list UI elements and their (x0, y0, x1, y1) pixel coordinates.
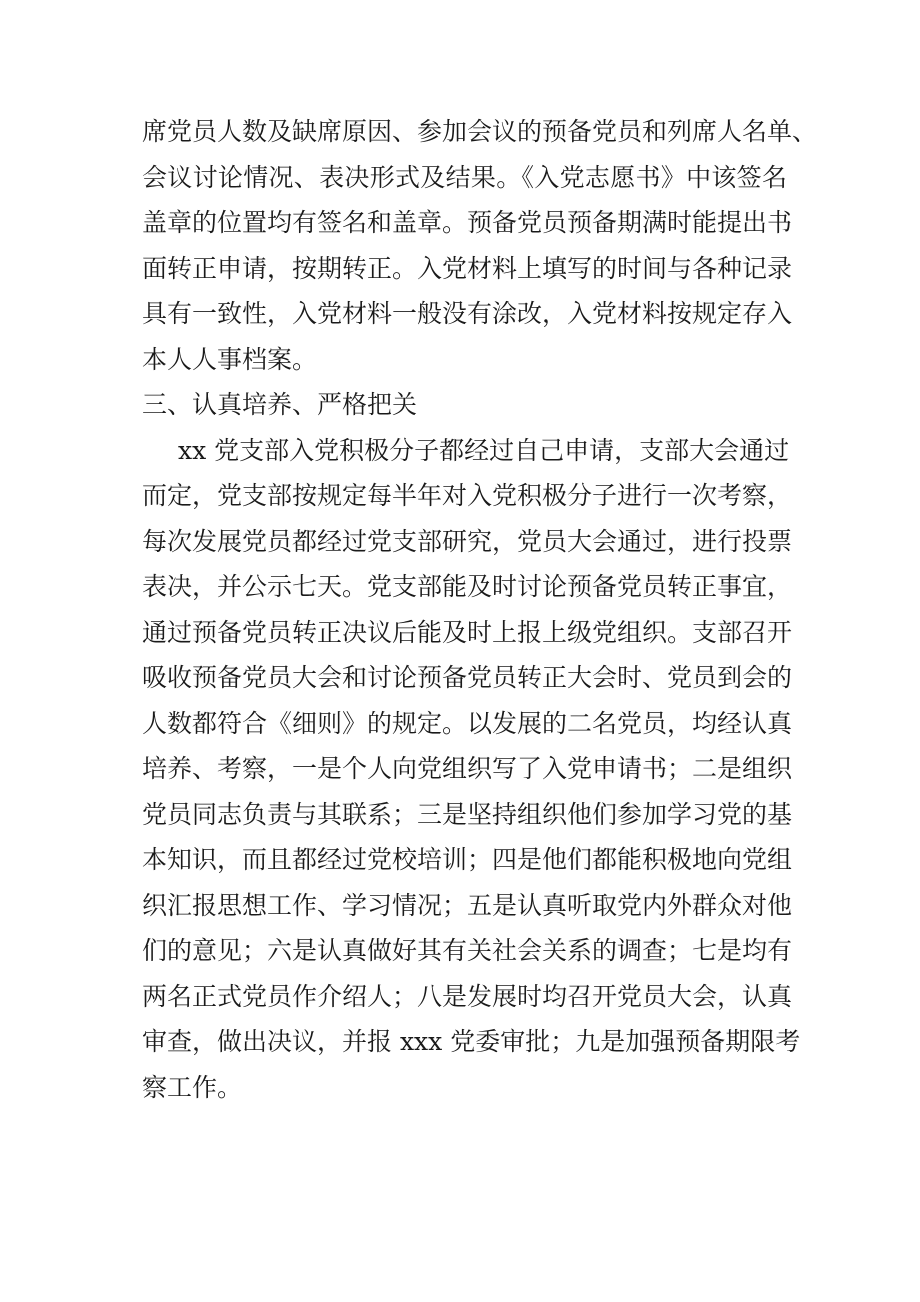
paragraph-1-line: 本人人事档案。 (142, 344, 318, 374)
paragraph-2-line: 本知识，而且都经过党校培训；四是他们都能积极地向党组 (142, 845, 793, 874)
section-heading: 三、认真培养、严格把关 (142, 390, 418, 419)
paragraph-1-line: 盖章的位置均有签名和盖章。预备党员预备期满时能提出书 (142, 208, 793, 237)
paragraph-2-line: 通过预备党员转正决议后能及时上报上级党组织。支部召开 (142, 617, 793, 647)
paragraph-2-line: 审查，做出决议，并报 xxx 党委审批；九是加强预备期限考 (142, 1027, 801, 1056)
paragraph-2-line: 表决，并公示七天。党支部能及时讨论预备党员转正事宜， (142, 572, 793, 601)
document-body (142, 109, 818, 1110)
paragraph-2-line: 培养、考察，一是个人向党组织写了入党申请书；二是组织 (142, 754, 793, 783)
paragraph-2-line: 党员同志负责与其联系；三是坚持组织他们参加学习党的基 (142, 799, 793, 829)
paragraph-1-line: 具有一致性，入党材料一般没有涂改，入党材料按规定存入 (142, 299, 793, 328)
paragraph-2-line: 们的意见；六是认真做好其有关社会关系的调查；七是均有 (142, 936, 793, 965)
paragraph-2-line: xx 党支部入党积极分子都经过自己申请，支部大会通过 (178, 435, 790, 465)
paragraph-1-line: 席党员人数及缺席原因、参加会议的预备党员和列席人名单、 (142, 117, 818, 146)
paragraph-2-line: 吸收预备党员大会和讨论预备党员转正大会时、党员到会的 (142, 663, 793, 692)
paragraph-1-line: 会议讨论情况、表决形式及结果。《入党志愿书》中该签名 (142, 162, 787, 192)
paragraph-2-line: 织汇报思想工作、学习情况；五是认真听取党内外群众对他 (142, 890, 793, 920)
paragraph-2-line: 而定，党支部按规定每半年对入党积极分子进行一次考察， (142, 481, 793, 510)
paragraph-2-line: 人数都符合《细则》的规定。以发展的二名党员，均经认真 (142, 708, 793, 738)
paragraph-1-line: 面转正申请，按期转正。入党材料上填写的时间与各种记录 (142, 253, 793, 283)
paragraph-2-line: 察工作。 (142, 1072, 243, 1102)
paragraph-2-line: 每次发展党员都经过党支部研究，党员大会通过，进行投票 (142, 526, 793, 556)
paragraph-2-line: 两名正式党员作介绍人；八是发展时均召开党员大会，认真 (142, 981, 793, 1011)
